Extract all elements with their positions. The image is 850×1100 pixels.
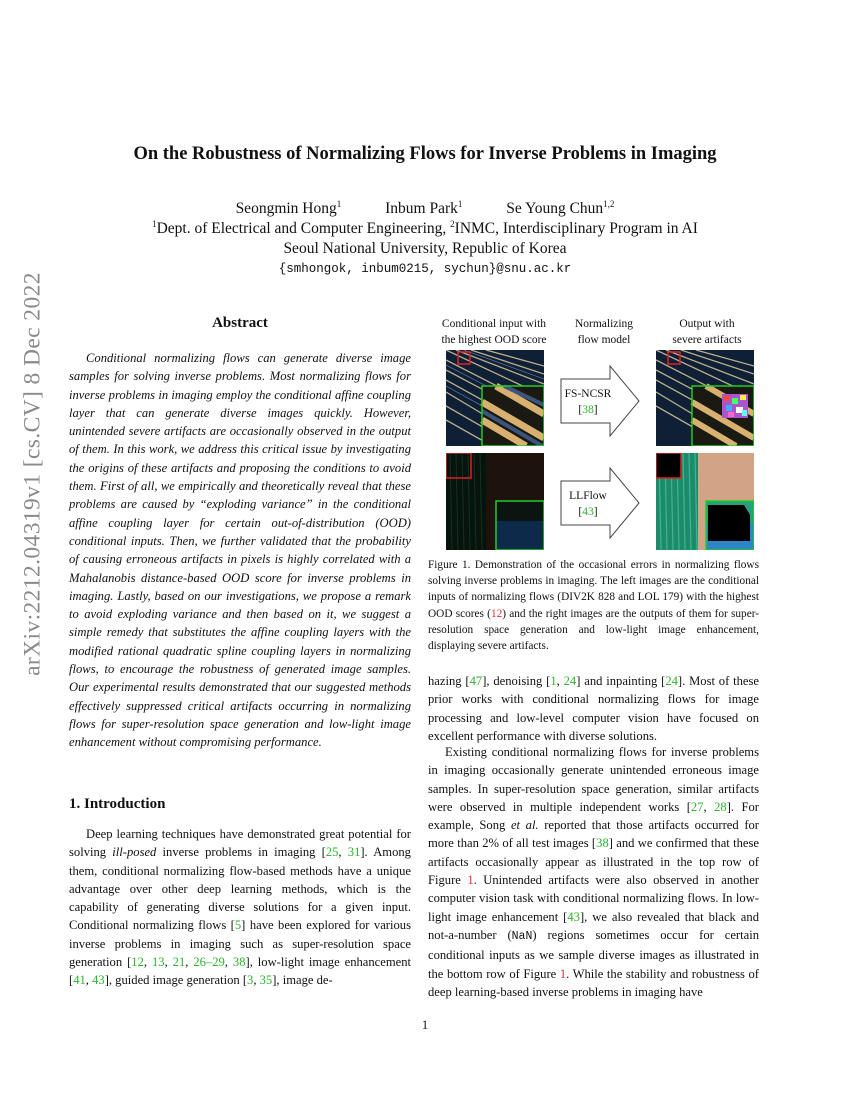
reference-link[interactable]: 12 (490, 607, 503, 620)
citation-link[interactable]: 38 (232, 955, 246, 970)
citation-link[interactable]: 5 (234, 918, 242, 933)
citation-link[interactable]: 24 (563, 674, 577, 688)
figure-caption: Figure 1. Demonstration of the occasional errors in normalizing flows solving inverse problems in imaging. The left images are the conditional inputs of normalizing flows (DIV2K 828 and LOL 179) with the highest OOD scores (12) and the right images are the outputs of them for super-resolution space generation and low-light image enhancement, displaying severe artifacts. (428, 559, 759, 653)
citation-link[interactable]: 13 (151, 955, 165, 970)
citation-link[interactable]: 43 (92, 973, 105, 988)
citation-link[interactable]: 1 (550, 674, 557, 688)
intro-heading: 1. Introduction (69, 796, 166, 812)
aff-sup-1: 1 (152, 218, 157, 229)
right-paragraph-2: Existing conditional normalizing flows for inverse problems in imaging occasionally generate unintended erroneous image samples. In super-resolution space generation, similar artifacts were observed in multiple independent works [27, 28]. For example, Song et al. reported that those artifacts occurred for more than 2% of all test images [38] and we confirmed that these artifacts occasionally appear as illustrated in the top row of Figure 1. Unintended artifacts were also observed in another computer vision task with conditional normalizing flows. In low-light image enhancement [43], we also revealed that black and not-a-number (NaN) regions sometimes occur for certain conditional inputs as we sample diverse images as illustrated in the bottom row of Figure 1. While the stability and robustness of deep learning-based inverse problems in imaging have (428, 745, 760, 999)
citation-link[interactable]: 41 (73, 973, 86, 988)
author-1-name: Seongmin Hong (235, 200, 337, 217)
author-2-name: Inbum Park (385, 200, 458, 217)
affiliation-line-2: Seoul National University, Republic of Korea (283, 240, 567, 257)
citation-link[interactable]: 35 (259, 973, 273, 988)
arrow-llflow-label: LLFlow [43] (569, 490, 607, 518)
author-3 (506, 200, 614, 217)
figure-image-sr-output (656, 350, 754, 446)
citation-link[interactable]: 29 (212, 955, 225, 970)
aff-inmc: INMC, Interdisciplinary Program in AI (454, 220, 698, 237)
author-list (0, 200, 850, 218)
figure-col-label-output: Output with severe artifacts (672, 318, 742, 346)
figure-image-lowlight-input (446, 453, 544, 550)
arxiv-stamp (15, 272, 51, 676)
affiliation-line-1 (0, 220, 850, 238)
right-paragraph-1: hazing [47], denoising [1, 24] and inpainting [24]. Most of these prior works with conditional normalizing flows for image processing and low-level computer vision have focused on excellent performance with diverse solutions. (428, 674, 759, 743)
page-number: 1 (421, 1018, 429, 1032)
citation-link[interactable]: 21 (172, 955, 186, 970)
citation-link[interactable]: 31 (347, 845, 361, 860)
figure-col-label-input: Conditional input with the highest OOD score (441, 318, 547, 346)
author-2-sup: 1 (457, 198, 463, 209)
reference-link[interactable]: 1 (559, 966, 567, 981)
citation-link[interactable]: 43 (567, 909, 580, 924)
author-2 (385, 200, 462, 217)
citation-link[interactable]: 47 (469, 674, 483, 688)
abstract-text: Conditional normalizing flows can generate diverse image samples for solving inverse problems. Most normalizing flows for inverse problems in imaging employ the conditional affine coupling layer that can generate diverse images quickly. However, unintended severe artifacts are occasionally observed in the output of them. In this work, we address this critical issue by investigating the origins of these artifacts and proposing the conditions to avoid them. First of all, we empirically and theoretically reveal that these problems are caused by “exploding variance” in the conditional affine coupling layer for certain out-of-distribution (OOD) conditional inputs. Then, we further validated that the probability of causing erroneous artifacts in pixels is highly correlated with a Mahalanobis distance-based OOD score for inverse problems in imaging. Lastly, based on our investigations, we propose a remark to avoid exploding variance and then based on it, we suggest a simple remedy that substitutes the affine coupling layers with the modified rational quadratic spline coupling layers in normalizing flows, to encourage the robustness of generated image samples. Our experimental results demonstrated that our suggested methods effectively suppressed critical artifacts occurring in normalizing flows for super-resolution space generation and low-light image enhancement without compromising performance. (69, 351, 411, 750)
author-3-sup: 1,2 (603, 198, 615, 209)
citation-link[interactable]: 26 (193, 955, 206, 970)
citation-link[interactable]: 3 (247, 973, 254, 988)
intro-paragraph: Deep learning techniques have demonstrated great potential for solving ill-posed inverse problems in imaging [25, 31]. Among them, conditional normalizing flow-based methods have a unique advantage over other deep learning methods, which is the capability of generating diverse solutions for a given input. Conditional normalizing flows [5] have been explored for various inverse problems in imaging such as super-resolution space generation [12, 13, 21, 26–29, 38], low-light image enhancement [41, 43], guided image generation [3, 35], image de- (69, 827, 412, 988)
author-1-sup: 1 (336, 198, 342, 209)
author-3-name: Se Young Chun (506, 200, 604, 217)
abstract-heading: Abstract (212, 315, 268, 331)
citation-link[interactable]: 43 (582, 506, 594, 518)
citation-link[interactable]: 38 (596, 836, 609, 851)
citation-link[interactable]: 25 (325, 845, 339, 860)
author-emails: {smhongok, inbum0215, sychun}@snu.ac.kr (278, 262, 572, 276)
arrow-fsncsr-label: FS-NCSR [38] (564, 388, 612, 416)
paper-title: On the Robustness of Normalizing Flows for Inverse Problems in Imaging (133, 144, 717, 164)
reference-link[interactable]: 1 (467, 873, 474, 888)
aff-sup-2: 2 (450, 218, 455, 229)
citation-link[interactable]: 38 (582, 404, 594, 416)
aff-dept: Dept. of Electrical and Computer Engineering, (156, 220, 451, 237)
citation-link[interactable]: 27 (690, 799, 704, 814)
citation-link[interactable]: 12 (131, 955, 144, 970)
citation-link[interactable]: 24 (665, 674, 678, 688)
figure-image-sr-input (446, 350, 544, 446)
arxiv-stamp-text: arXiv:2212.04319v1 [cs.CV] 8 Dec 2022 (19, 272, 46, 676)
citation-link[interactable]: 28 (714, 799, 727, 814)
author-1 (236, 200, 342, 217)
figure-col-label-model: Normalizing flow model (574, 318, 634, 346)
figure-image-lowlight-output (656, 453, 754, 550)
